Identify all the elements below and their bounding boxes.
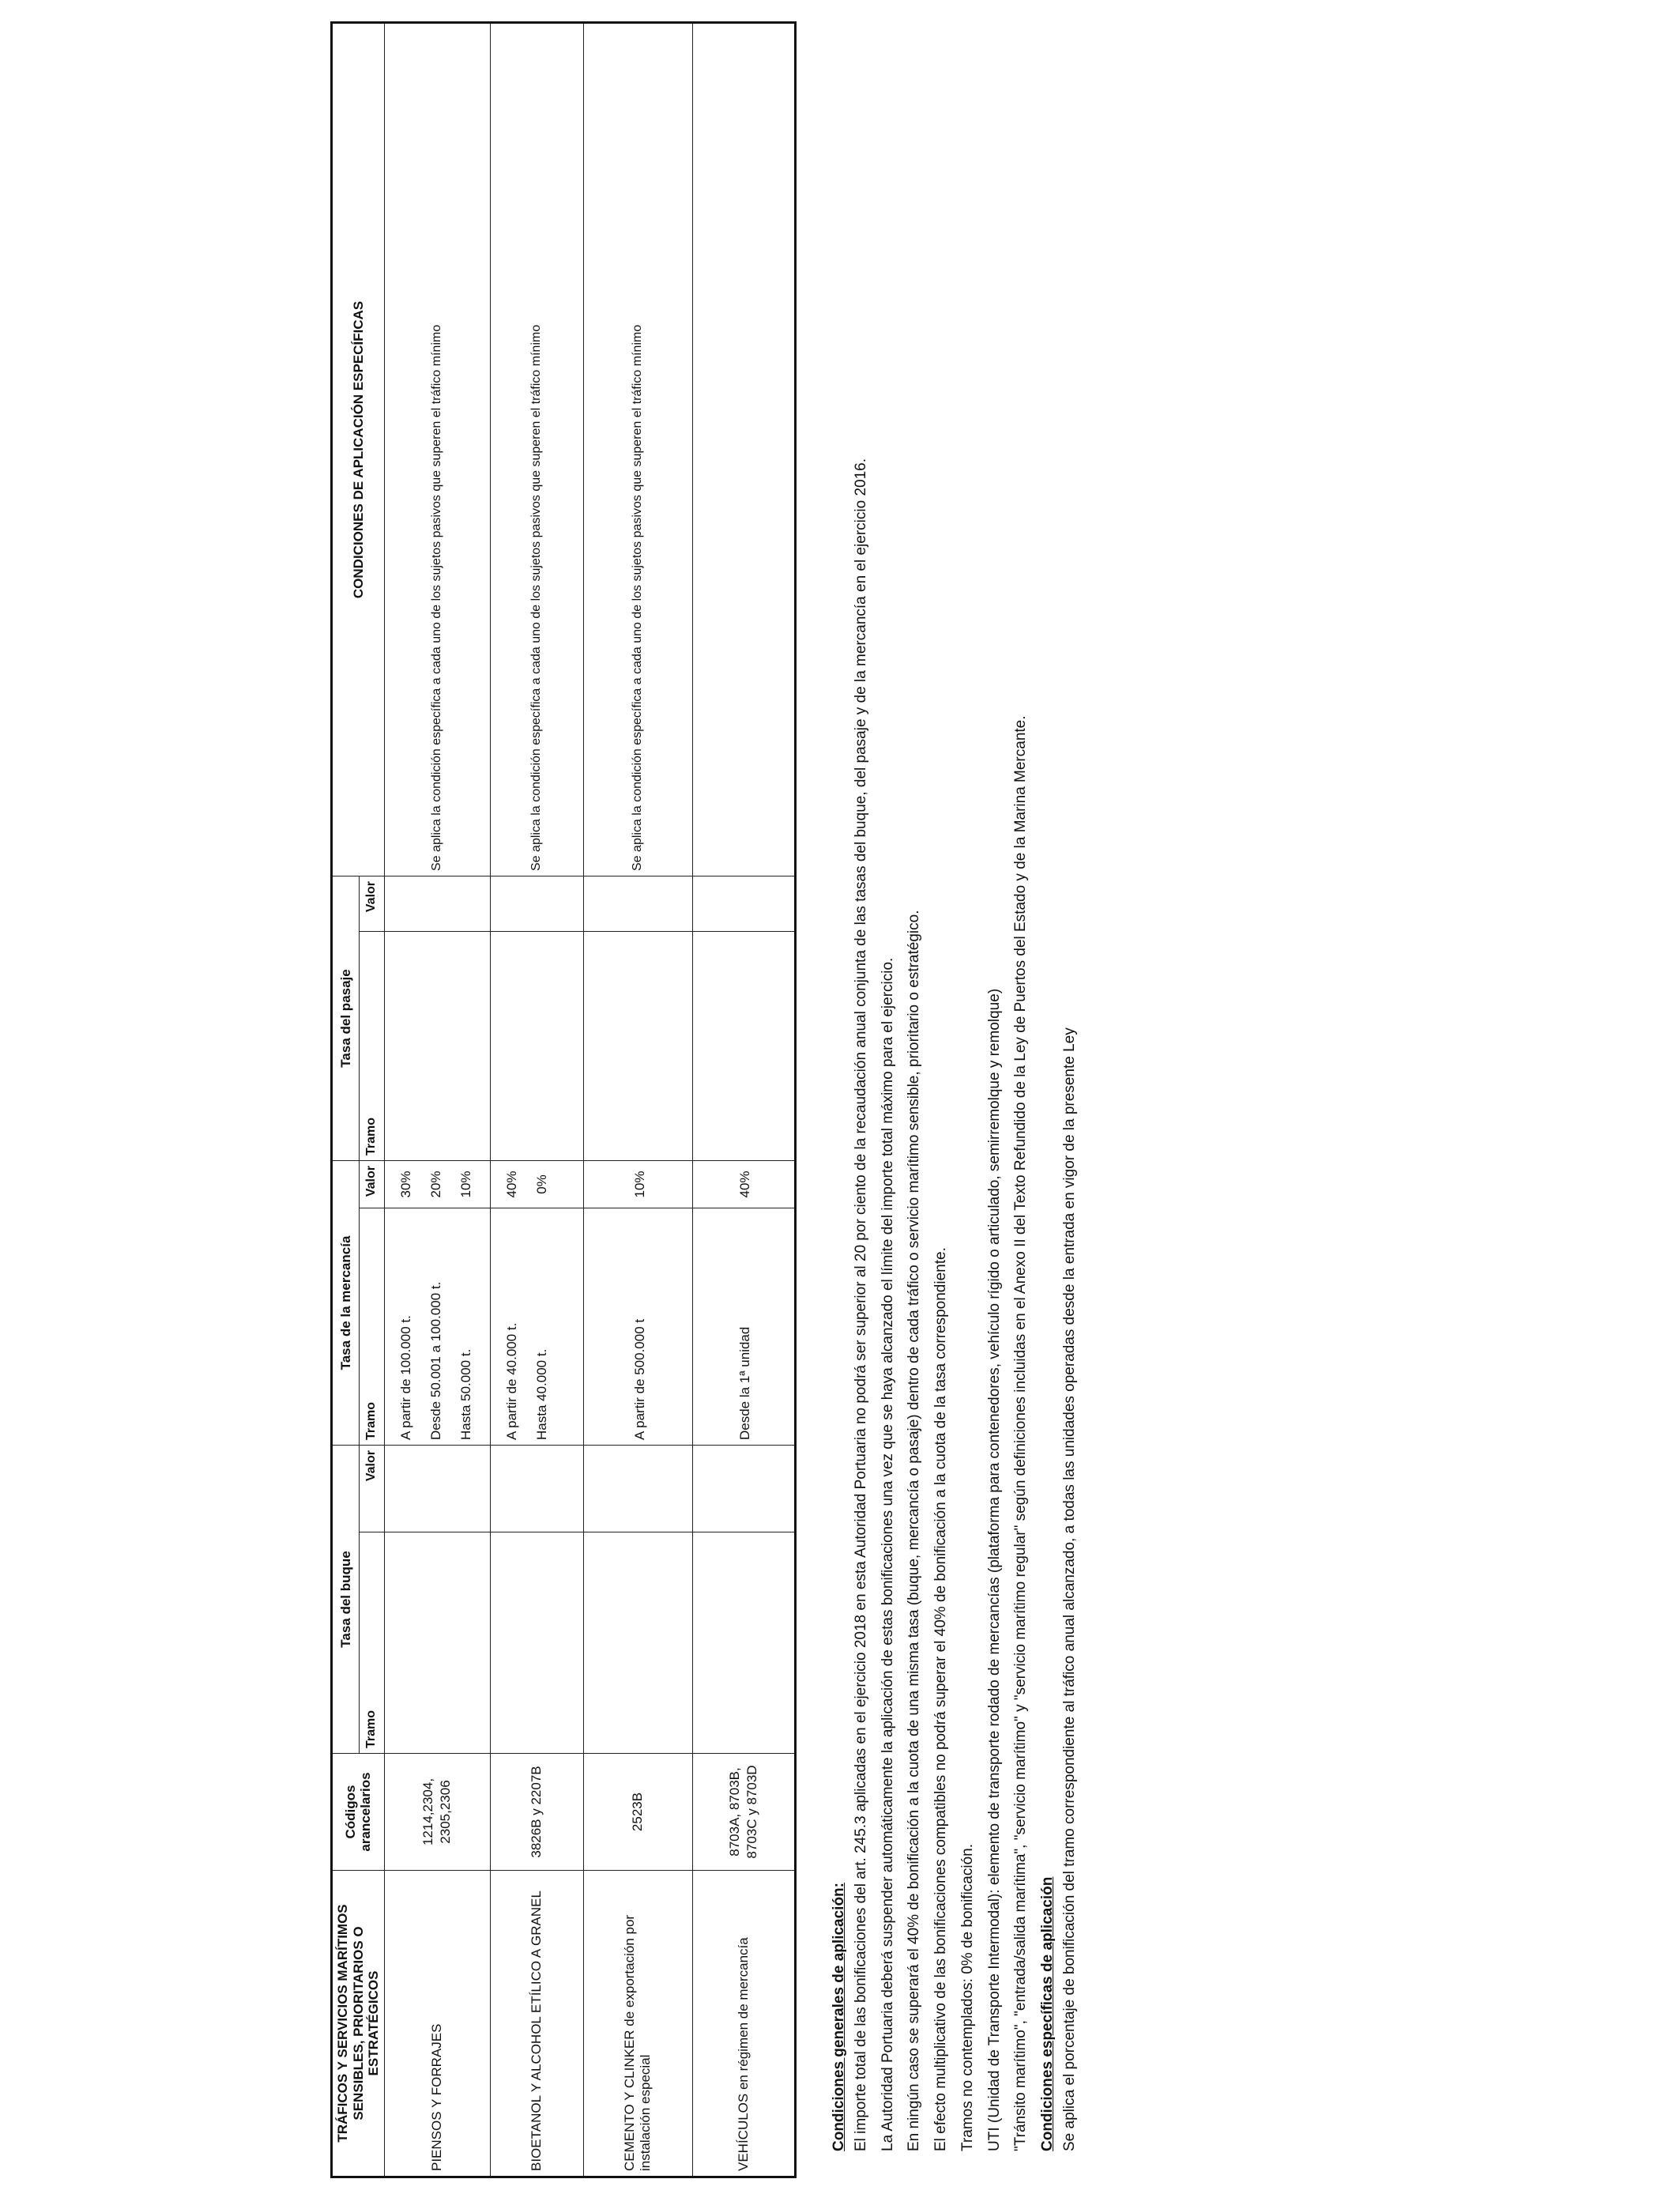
goods-tier: Hasta 40.000 t. <box>533 1348 549 1440</box>
specific-conditions-heading: Condiciones específicas de aplicación <box>1039 1876 1056 2151</box>
general-note: En ningún caso se superará el 40% de bonificación a la cuota de una misma tasa (buque, mercancía o pasaje) dentro de cada tráfico o servicio marítimo sensible, prioritario o estratégico. <box>906 910 923 2151</box>
goods-value: 40% <box>503 1171 519 1198</box>
vessel-tramo-cell <box>490 1532 583 1754</box>
goods-tier: Desde 50.001 a 100.000 t. <box>428 1281 443 1440</box>
goods-valor-cell <box>384 1160 490 1208</box>
table-row <box>583 22 692 2177</box>
general-note: El efecto multiplicativo de las bonificaciones compatibles no podrá superar el 40% de bonificación a la cuota de la tasa correspondiente. <box>932 1247 949 2151</box>
header-vessel-fee: Tasa del buque <box>332 1446 360 1754</box>
subheader-goods-valor: Valor <box>359 1160 384 1208</box>
passenger-valor-cell <box>490 876 583 931</box>
passenger-tramo-cell <box>490 931 583 1160</box>
header-passenger-fee: Tasa del pasaje <box>332 876 360 1160</box>
goods-value: 0% <box>533 1174 549 1194</box>
goods-valor-cell: 10% <box>583 1160 692 1208</box>
conditions-cell: Se aplica la condición específica a cada uno de los sujetos pasivos que superen el tráfico mínimo <box>583 22 692 876</box>
passenger-tramo-cell <box>692 931 795 1160</box>
vessel-tramo-cell <box>583 1532 692 1754</box>
passenger-tramo-cell <box>583 931 692 1160</box>
goods-tier: A partir de 100.000 t. <box>397 1315 413 1440</box>
conditions-cell: Se aplica la condición específica a cada uno de los sujetos pasivos que superen el tráfico mínimo <box>490 22 583 876</box>
vessel-valor-cell <box>490 1446 583 1532</box>
goods-tramo-cell: A partir de 500.000 t <box>583 1208 692 1446</box>
goods-tier: Hasta 50.000 t. <box>458 1348 473 1440</box>
vessel-valor-cell <box>583 1446 692 1532</box>
general-note: La Autoridad Portuaria deberá suspender automáticamente la aplicación de estas bonificaciones una vez que se haya alcanzado el límite del importe total máximo para el ejercicio. <box>879 957 896 2151</box>
general-note: El importe total de las bonificaciones del art. 245.3 aplicadas en el ejercicio 2018 en esta Autoridad Portuaria no podrá ser superior al 20 por ciento de la recaudación anual conjunta de las tasas del buque, del pasaje y de la mercancía en el ejercicio 2016. <box>852 458 869 2151</box>
general-note: UTI (Unidad de Transporte Intermodal): elemento de transporte rodado de mercancías (plataforma para contenedores, vehículo rígido o articulado, semirremolque y remolque) <box>985 988 1003 2151</box>
header-traffic: TRÁFICOS Y SERVICIOS MARÍTIMOS SENSIBLES, PRIORITARIOS O ESTRATÉGICOS <box>332 1871 385 2177</box>
codes-cell: 2523B <box>583 1754 692 1871</box>
passenger-valor-cell <box>583 876 692 931</box>
table-row <box>490 22 583 2177</box>
goods-value: 10% <box>458 1171 473 1198</box>
subheader-vessel-tramo: Tramo <box>359 1532 384 1754</box>
conditions-cell <box>692 22 795 876</box>
vessel-valor-cell <box>692 1446 795 1532</box>
general-note: "Tránsito marítimo", "entrada/salida marítima", "servicio marítimo" y "servicio marítimo regular" según definiciones incluidas en el Anexo II del Texto Refundido de la Ley de Puertos del Estado y de la Marina Mercante. <box>1012 715 1030 2151</box>
goods-tramo-cell <box>384 1208 490 1446</box>
general-conditions-heading: Condiciones generales de aplicación: <box>831 1883 847 2151</box>
subheader-passenger-valor: Valor <box>359 876 384 931</box>
vessel-valor-cell <box>384 1446 490 1532</box>
goods-value: 30% <box>397 1171 413 1198</box>
goods-value: 20% <box>428 1171 443 1198</box>
vessel-tramo-cell <box>692 1532 795 1754</box>
traffic-cell: CEMENTO Y CLINKER de exportación por instalación especial <box>583 1871 692 2177</box>
traffic-cell: PIENSOS Y FORRAJES <box>384 1871 490 2177</box>
passenger-tramo-cell <box>384 931 490 1160</box>
vessel-tramo-cell <box>384 1532 490 1754</box>
traffic-cell: BIOETANOL Y ALCOHOL ETÍLICO A GRANEL <box>490 1871 583 2177</box>
codes-cell: 3826B y 2207B <box>490 1754 583 1871</box>
header-codes: Códigos arancelarios <box>332 1754 385 1871</box>
table-row <box>692 22 795 2177</box>
goods-valor-cell <box>490 1160 583 1208</box>
passenger-valor-cell <box>692 876 795 931</box>
goods-tramo-cell <box>490 1208 583 1446</box>
general-note: Tramos no contemplados: 0% de bonificación. <box>959 1843 976 2151</box>
table-header-row <box>332 22 360 2177</box>
header-conditions: CONDICIONES DE APLICACIÓN ESPECÍFICAS <box>332 22 385 876</box>
notes-section <box>830 33 1087 2151</box>
passenger-valor-cell <box>384 876 490 931</box>
goods-valor-cell: 40% <box>692 1160 795 1208</box>
specific-note: Se aplica el porcentaje de bonificación del tramo correspondiente al tráfico anual alcanzado, a todas las unidades operadas desde la entrada en vigor de la presente Ley <box>1060 1027 1078 2151</box>
conditions-cell: Se aplica la condición específica a cada uno de los sujetos pasivos que superen el tráfico mínimo <box>384 22 490 876</box>
subheader-passenger-tramo: Tramo <box>359 931 384 1160</box>
traffic-cell: VEHÍCULOS en régimen de mercancía <box>692 1871 795 2177</box>
subheader-vessel-valor: Valor <box>359 1446 384 1532</box>
codes-cell: 8703A, 8703B, 8703C y 8703D <box>692 1754 795 1871</box>
table-row <box>384 22 490 2177</box>
subheader-goods-tramo: Tramo <box>359 1208 384 1446</box>
codes-cell: 1214,2304, 2305,2306 <box>384 1754 490 1871</box>
header-goods-fee: Tasa de la mercancía <box>332 1160 360 1445</box>
bonus-table <box>330 21 797 2178</box>
goods-tier: A partir de 40.000 t. <box>503 1322 519 1440</box>
goods-tramo-cell: Desde la 1ª unidad <box>692 1208 795 1446</box>
